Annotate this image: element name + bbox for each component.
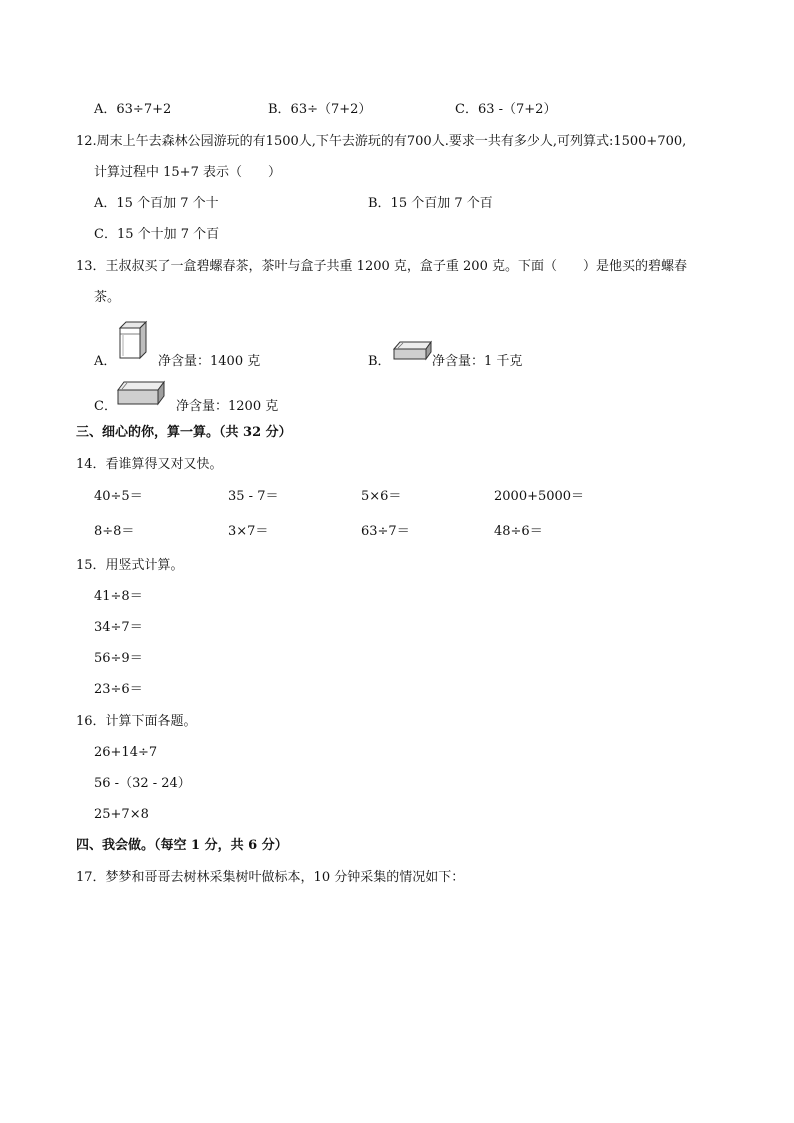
q15-title: 15．用竖式计算。	[76, 558, 184, 573]
section-3-heading: 三、细心的你，算一算。（共 32 分）	[76, 425, 292, 440]
q13-option-a-text: 净含量：1400 克	[158, 354, 261, 369]
q12-option-c: C．15 个十加 7 个百	[94, 227, 220, 242]
q14-item: 2000+5000＝	[494, 489, 585, 504]
q15-item: 56÷9＝	[94, 651, 143, 666]
q12-stem-line2: 计算过程中 15+7 表示（ ）	[94, 165, 281, 180]
q16-item: 56 -（32 - 24）	[94, 776, 191, 791]
q11-option-a: A．63÷7+2	[94, 102, 172, 117]
q15-item: 41÷8＝	[94, 589, 143, 604]
q13-option-b-label: B．	[368, 354, 391, 369]
q14-item: 5×6＝	[361, 489, 402, 504]
q14-item: 8÷8＝	[94, 524, 135, 539]
q13-option-b-text: 净含量：1 千克	[432, 354, 523, 369]
q13-option-a-label: A．	[94, 354, 117, 369]
tall-tea-box-icon	[116, 320, 150, 360]
q13-option-c-label: C．	[94, 399, 117, 414]
flat-tea-box-icon	[392, 339, 432, 363]
q12-stem-line1: 12.周末上午去森林公园游玩的有1500人,下午去游玩的有700人.要求一共有多少人,可列算式:1500+700,	[76, 134, 687, 149]
q12-option-b: B．15 个百加 7 个百	[368, 196, 493, 211]
q14-item: 48÷6＝	[494, 524, 543, 539]
q16-title: 16．计算下面各题。	[76, 714, 197, 729]
q11-option-c: C．63 -（7+2）	[455, 102, 557, 117]
q14-item: 63÷7＝	[361, 524, 410, 539]
q12-option-a: A．15 个百加 7 个十	[94, 196, 219, 211]
q17-title: 17．梦梦和哥哥去树林采集树叶做标本，10 分钟采集的情况如下：	[76, 870, 465, 885]
wide-tea-box-icon	[116, 379, 166, 407]
q14-item: 35 - 7＝	[228, 489, 279, 504]
q16-item: 26+14÷7	[94, 745, 158, 760]
section-4-heading: 四、我会做。（每空 1 分，共 6 分）	[76, 838, 288, 853]
q13-stem-line2: 茶。	[94, 290, 121, 305]
q13-option-c-text: 净含量：1200 克	[176, 399, 279, 414]
q13-stem-line1: 13．王叔叔买了一盒碧螺春茶，茶叶与盒子共重 1200 克，盒子重 200 克。下面（ ）是他买的碧螺春	[76, 259, 687, 274]
q16-item: 25+7×8	[94, 807, 149, 822]
q11-option-b: B．63÷（7+2）	[268, 102, 372, 117]
q14-item: 3×7＝	[228, 524, 269, 539]
q14-item: 40÷5＝	[94, 489, 143, 504]
q14-title: 14．看谁算得又对又快。	[76, 457, 223, 472]
q15-item: 23÷6＝	[94, 682, 143, 697]
q15-item: 34÷7＝	[94, 620, 143, 635]
